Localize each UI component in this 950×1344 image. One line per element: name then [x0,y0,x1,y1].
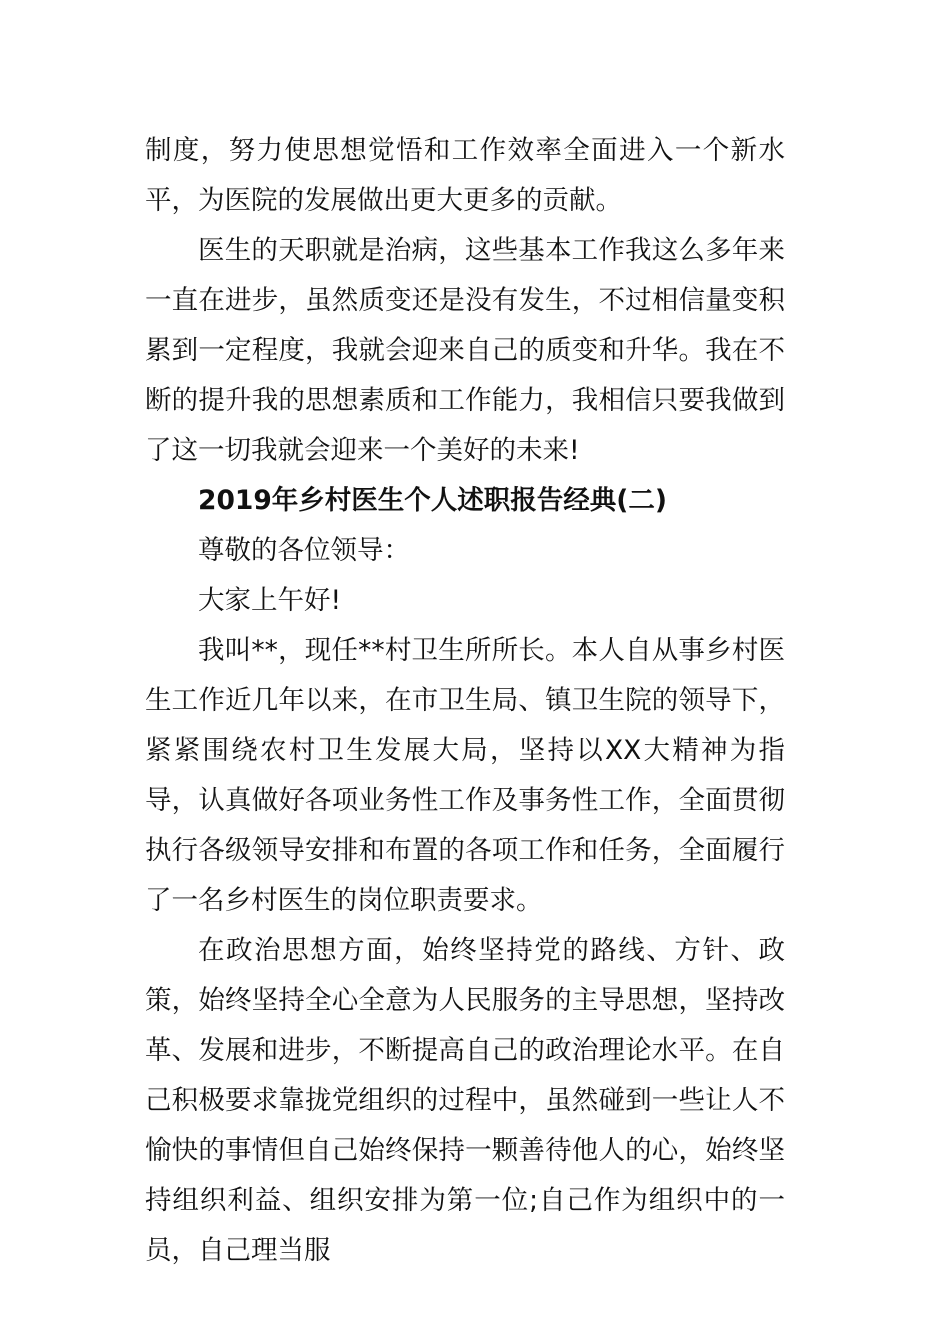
document-body [145,126,785,1276]
paragraph-doctor-duty: 医生的天职就是治病，这些基本工作我这么多年来一直在进步，虽然质变还是没有发生，不过相信量变积累到一定程度，我就会迎来自己的质变和升华。我在不断的提升我的思想素质和工作能力，我相信只要我做到了这一切我就会迎来一个美好的未来! [145,235,785,466]
paragraph-introduction: 我叫**，现任**村卫生所所长。本人自从事乡村医生工作近几年以来，在市卫生局、镇卫生院的领导下，紧紧围绕农村卫生发展大局，坚持以XX大精神为指导，认真做好各项业务性工作及事务性工作，全面贯彻执行各级领导安排和布置的各项工作和任务，全面履行了一名乡村医生的岗位职责要求。 [145,635,785,916]
section-heading: 2019年乡村医生个人述职报告经典(二) [198,485,667,516]
greeting: 大家上午好! [198,585,342,616]
salutation: 尊敬的各位领导： [198,535,410,566]
paragraph-political-thought: 在政治思想方面，始终坚持党的路线、方针、政策，始终坚持全心全意为人民服务的主导思想，坚持改革、发展和进步，不断提高自己的政治理论水平。在自己积极要求靠拢党组织的过程中，虽然碰到一些让人不愉快的事情但自己始终保持一颗善待他人的心，始终坚持组织利益、组织安排为第一位;自己作为组织中的一员，自己理当服 [145,935,785,1266]
paragraph-continuation: 制度，努力使思想觉悟和工作效率全面进入一个新水平，为医院的发展做出更大更多的贡献。 [145,135,785,216]
